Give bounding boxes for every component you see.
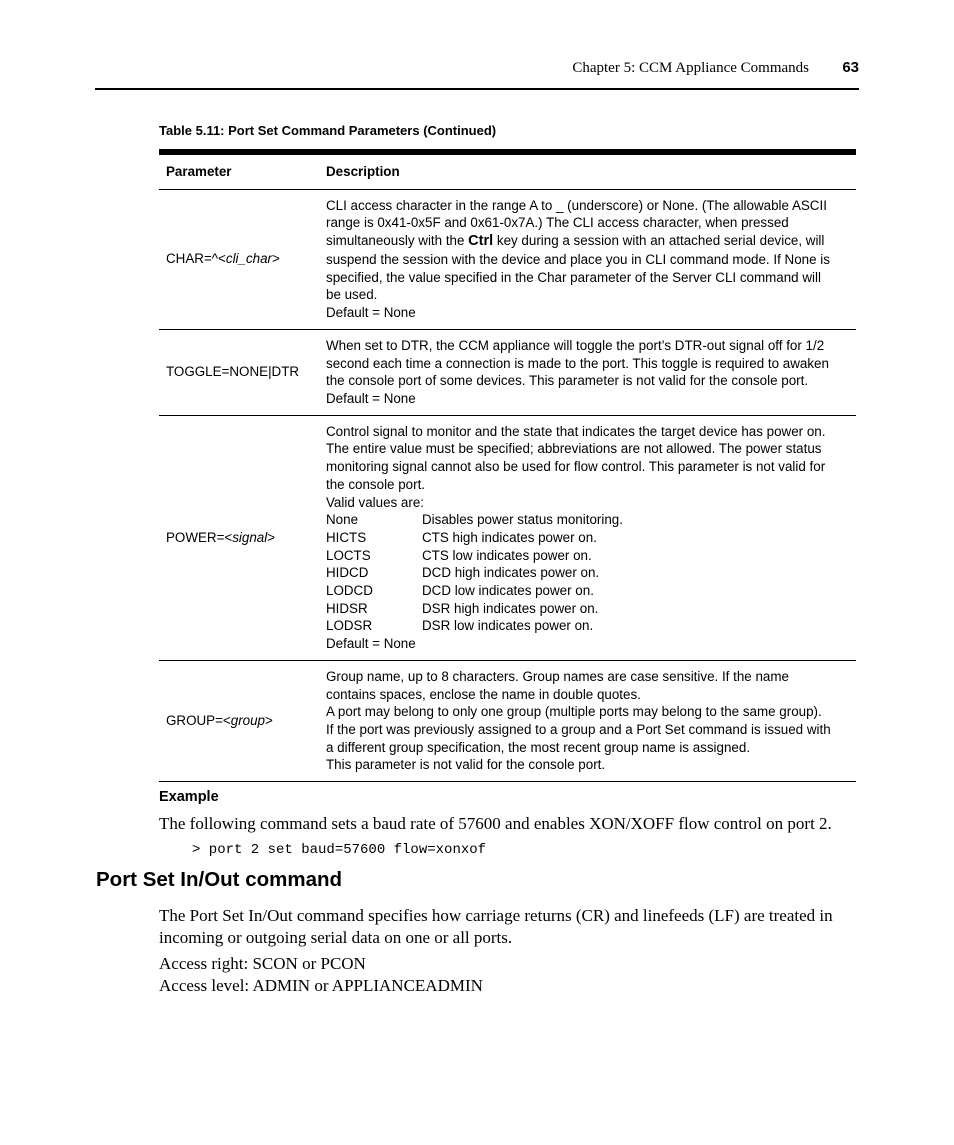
parameter-cell: GROUP=<group> [166, 713, 273, 729]
table-row [159, 415, 856, 660]
parameters-table [159, 149, 856, 782]
table-row [159, 329, 856, 415]
value-row: HIDSR DSR high indicates power on. [326, 600, 599, 616]
section-paragraph: The Port Set In/Out command specifies how carriage returns (CR) and linefeeds (LF) are treated in incoming or outgoing serial data on one or all ports. [159, 906, 833, 947]
example-description: The following command sets a baud rate of 57600 and enables XON/XOFF flow control on port 2. [159, 814, 832, 833]
column-header-description: Description [326, 164, 400, 179]
parameter-cell: POWER=<signal> [166, 529, 276, 545]
parameter-cell: CHAR=^<cli_char> [166, 251, 280, 267]
table-row [159, 660, 856, 781]
value-row: LODCD DCD low indicates power on. [326, 583, 594, 599]
section-heading: Port Set In/Out command [96, 868, 343, 891]
column-header-parameter: Parameter [166, 164, 232, 179]
example-code: > port 2 set baud=57600 flow=xonxof [192, 842, 487, 858]
page-header [95, 58, 859, 90]
value-row: HICTS CTS high indicates power on. [326, 529, 597, 545]
value-row: HIDCD DCD high indicates power on. [326, 565, 600, 581]
description-cell: When set to DTR, the CCM appliance will toggle the port’s DTR-out signal off for 1/2 second each time a connection is made to the port. This toggle is required to awaken the console port of some devices. This parameter is not valid for the console port. Default = None [326, 337, 829, 406]
parameter-cell: TOGGLE=NONE|DTR [166, 364, 300, 380]
chapter-title: Chapter 5: CCM Appliance Commands [572, 60, 809, 76]
description-cell: Group name, up to 8 characters. Group names are case sensitive. If the name contains spaces, enclose the name in double quotes. A port may belong to only one group (multiple ports may belong to the same group). If the port was previously assigned to a group and a Port Set command is issued with a different group specification, the most recent group name is assigned. This parameter is not valid for the console port. [326, 668, 831, 773]
description-cell: Control signal to monitor and the state that indicates the target device has power on. The entire value must be specified; abbreviations are not allowed. The power status monitoring signal cannot also be used for flow control. This parameter is not valid for the console port. Valid values are: None Disables power status monitoring. HICTS CTS high indicates power on. LOCTS CTS low indicates power on. HIDCD DCD high indicates power on. LODCD DCD low indicates power on. HIDSR DSR high indicates power on. LODSR DSR low indicates power on. Default = None [319, 415, 856, 660]
example-heading: Example [159, 789, 219, 805]
table-row [159, 189, 856, 329]
table-header-row [159, 152, 856, 189]
value-row: LODSR DSR low indicates power on. [326, 618, 594, 634]
access-level: Access level: ADMIN or APPLIANCEADMIN [159, 976, 483, 995]
description-cell: CLI access character in the range A to _ (underscore) or None. (The allowable ASCII range is 0x41-0x5F and 0x61-0x7A.) The CLI access character, when pressed simultaneously with the Ctrl key during a session with an attached serial device, will suspend the session with the device and place you in CLI command mode. If None is specified, the value specified in the Char parameter of the Server CLI command will be used. Default = None [326, 197, 830, 320]
page-number: 63 [842, 59, 859, 76]
table-title: Table 5.11: Port Set Command Parameters (Continued) [159, 123, 497, 138]
value-row: None Disables power status monitoring. [326, 512, 623, 528]
ctrl-key-label: Ctrl [468, 233, 494, 250]
value-row: LOCTS CTS low indicates power on. [326, 547, 592, 563]
access-info [159, 953, 859, 997]
access-right: Access right: SCON or PCON [159, 954, 366, 973]
